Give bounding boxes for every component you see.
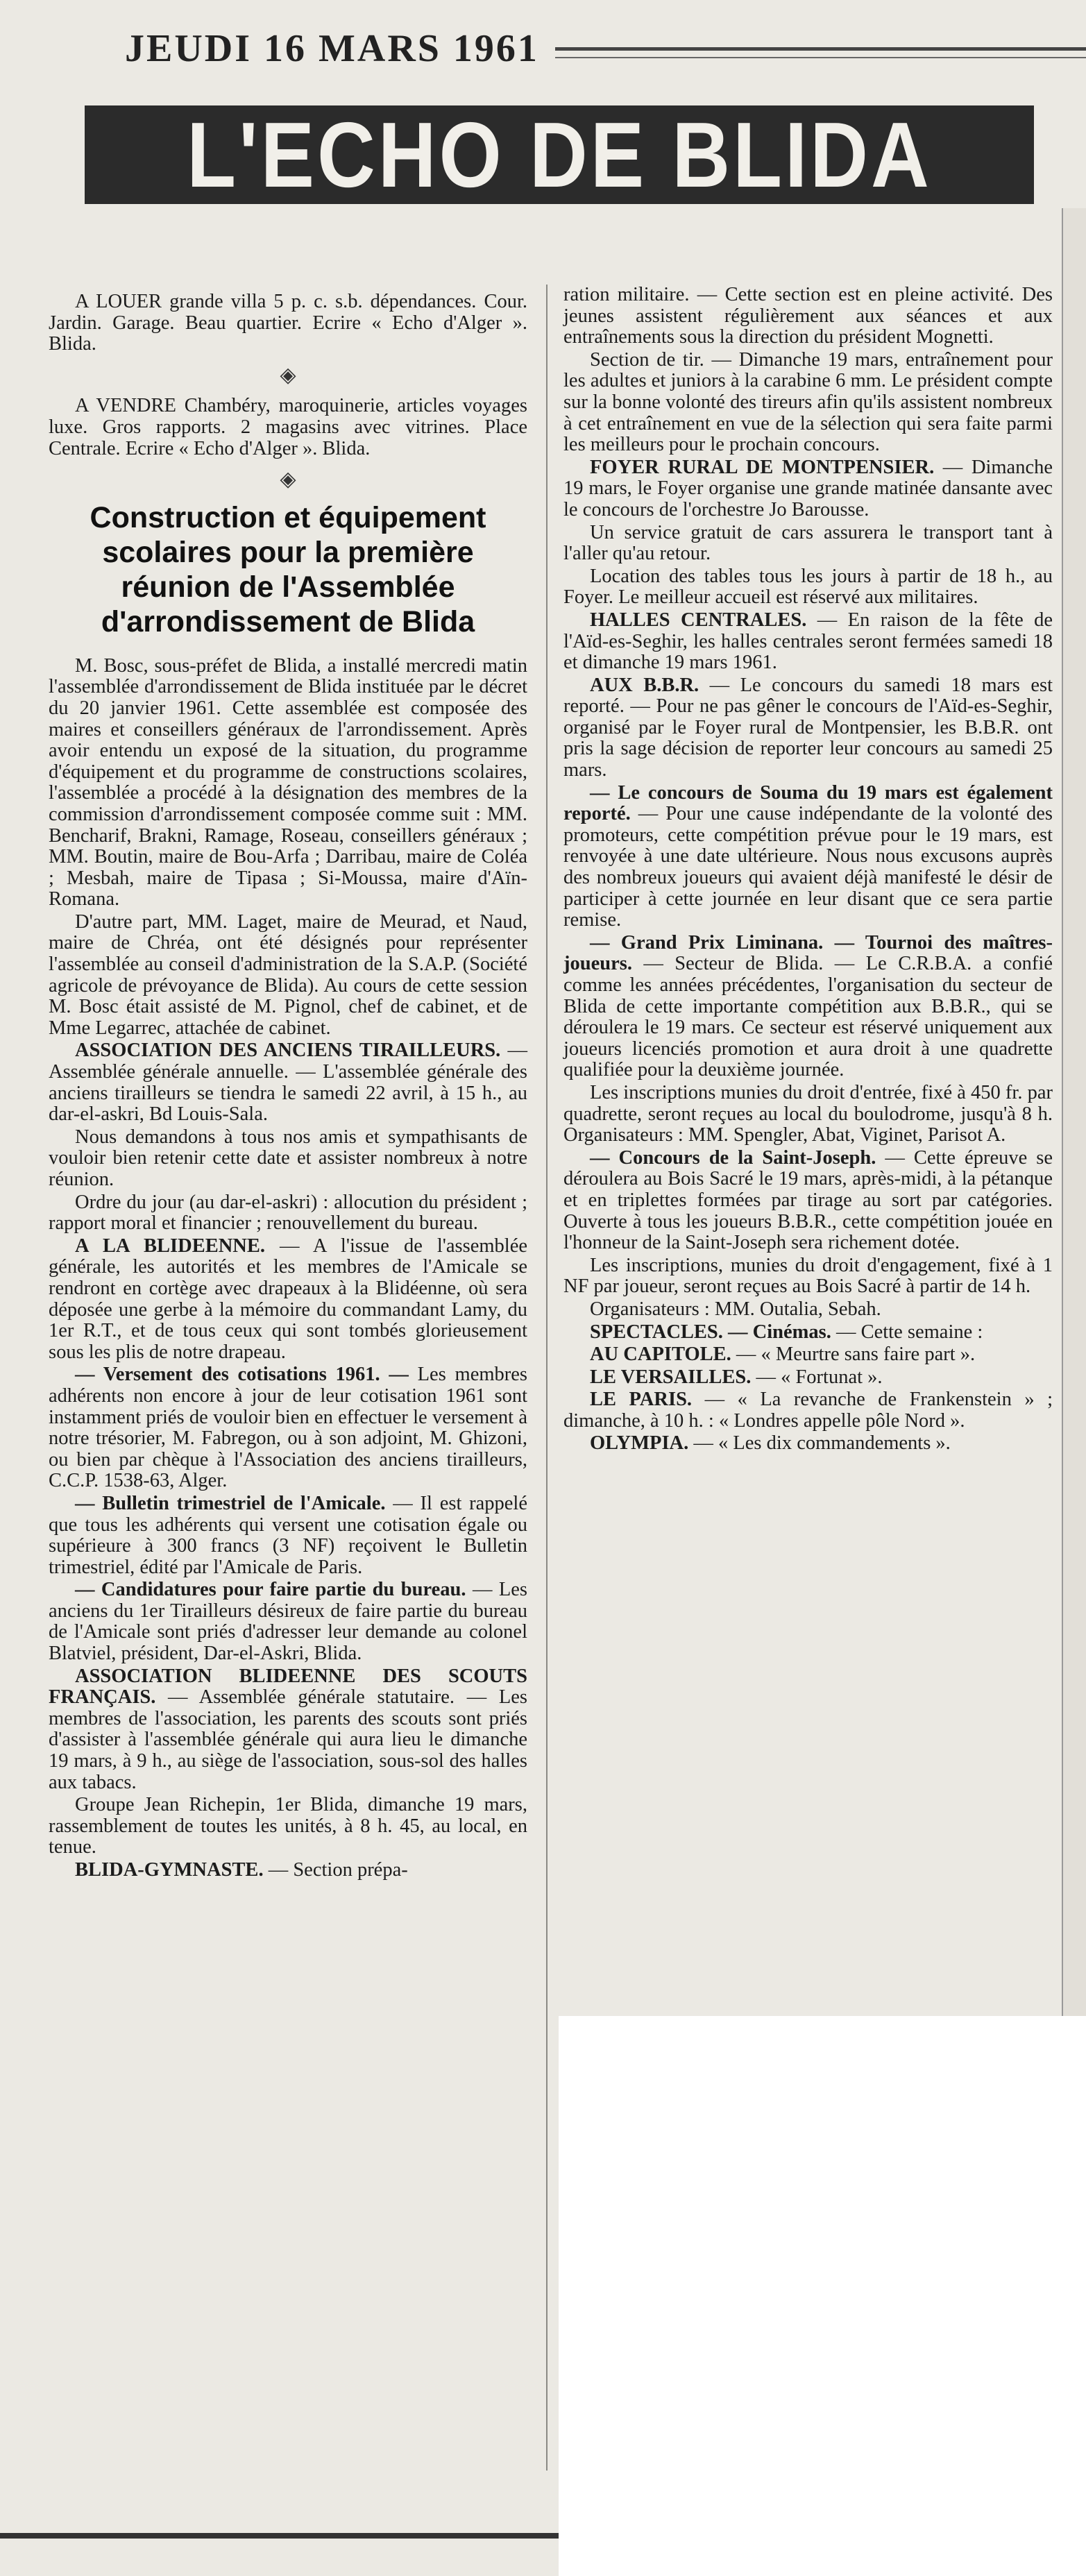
section-heading: LE VERSAILLES.: [590, 1366, 752, 1388]
section-heading: LE PARIS.: [590, 1389, 693, 1411]
article-paragraph: Les inscriptions munies du droit d'entrée, fixé à 450 fr. par quadrette, seront reçues au local du boulodrome, jusqu'à 8 h. Organisateurs : MM. Spengler, Abat, Viginet, Parisot A.: [563, 1081, 1053, 1146]
section-heading: — Bulletin trimestriel de l'Amicale.: [75, 1492, 386, 1514]
section-heading: OLYMPIA.: [590, 1432, 689, 1455]
article-paragraph: OLYMPIA. — « Les dix commandements ».: [590, 1432, 951, 1455]
article-paragraph: SPECTACLES. — Cinémas. — Cette semaine :: [590, 1321, 983, 1343]
section-heading: ASSOCIATION DES ANCIENS TIRAILLEURS.: [75, 1040, 501, 1062]
masthead-banner: [85, 103, 1034, 207]
article-paragraph: LE PARIS. — « La revanche de Frankenstein » ; dimanche, à 10 h. : « Londres appelle pôle Nord ».: [563, 1389, 1053, 1432]
classified-ad: A LOUER grande villa 5 p. c. s.b. dépendances. Cour. Jardin. Garage. Beau quartier. Ecrire « Echo d'Alger ». Blida.: [49, 291, 527, 355]
article-paragraph: M. Bosc, sous-préfet de Blida, a installé mercredi matin l'assemblée d'arrondissement de Blida instituée par le décret du 20 janvier 1961. Cette assemblée est composée des maires et conseillers généraux de l'arrondissement. Après avoir entendu un exposé de la situation, du programme d'équipement et du programme de constructions scolaires, l'assemblée a procédé à la désignation des membres de la commission d'arrondissement composée comme suit : MM. Bencharif, Brakni, Ramage, Roseau, conseillers généraux ; MM. Boutin, maire de Bou-Arfa ; Darribau, maire de Coléa ; Mesbah, maire de Tipasa ; Si-Moussa, maire d'Aïn-Romana.: [49, 654, 527, 910]
article-headline: Construction et équipement scolaires pour la première réunion de l'Assemblée d'arrondissement de Blida: [90, 500, 486, 638]
ornament-icon: ◈: [280, 468, 296, 491]
section-heading: AU CAPITOLE.: [590, 1344, 731, 1366]
section-heading: — Le concours de Souma du 19 mars est également reporté.: [563, 781, 1053, 825]
article-paragraph: — Concours de la Saint-Joseph. — Cette épreuve se déroulera au Bois Sacré le 19 mars, après-midi, à la pétanque et en triplettes formées par tirage au sort par catégories. Ouverte à tous les joueurs B.B.R., cette compétition jouée en l'honneur de la Saint-Joseph sera richement dotée.: [563, 1146, 1053, 1254]
article-paragraph: — Bulletin trimestriel de l'Amicale. — Il est rappelé que tous les adhérents qui versent une cotisation égale ou supérieure à 300 francs (3 NF) reçoivent le Bulletin trimestriel, édité par l'Amicale de Paris.: [49, 1492, 527, 1578]
article-paragraph: Groupe Jean Richepin, 1er Blida, dimanche 19 mars, rassemblement de toutes les unités, à 8 h. 45, au local, en tenue.: [49, 1794, 527, 1858]
cropped-blank-area: [559, 2016, 1086, 2576]
article-paragraph: — Versement des cotisations 1961. — Les membres adhérents non encore à jour de leur cotisation 1961 sont instamment priés de vouloir bien en effectuer le versement à notre trésorier, M. Fabregon, ou à son adjoint, M. Ghizoni, ou bien par chèque à l'Association des anciens tirailleurs, C.C.P. 1538-63, Alger.: [49, 1364, 527, 1492]
article-paragraph: Organisateurs : MM. Outalia, Sebah.: [590, 1298, 881, 1320]
section-heading: — Concours de la Saint-Joseph.: [590, 1146, 876, 1169]
section-heading: SPECTACLES. — Cinémas.: [590, 1321, 831, 1343]
section-heading: AUX B.B.R.: [590, 674, 699, 696]
bottom-rule: [0, 2533, 559, 2539]
section-heading: BLIDA-GYMNASTE.: [75, 1859, 264, 1881]
classified-ad: A VENDRE Chambéry, maroquinerie, articles voyages luxe. Gros rapports. 2 magasins avec vitrines. Place Centrale. Ecrire « Echo d'Alger ». Blida.: [49, 395, 527, 459]
article-paragraph: Un service gratuit de cars assurera le transport tant à l'aller qu'au retour.: [563, 521, 1053, 565]
article-paragraph: BLIDA-GYMNASTE. — Section prépa-: [75, 1859, 408, 1881]
article-paragraph: — Grand Prix Liminana. — Tournoi des maîtres-joueurs. — Secteur de Blida. — Le C.R.B.A. a confié comme les années précédentes, l'organisation du secteur de Blida de cette importante compétition aux B.B.R., qui se déroulera le 19 mars. Ce secteur est réservé uniquement aux joueurs licenciés promotion et aura droit à une quadrette qualifiée pour la deuxième journée.: [563, 931, 1053, 1081]
article-paragraph: — Le concours de Souma du 19 mars est également reporté. — Pour une cause indépendante de la volonté des promoteurs, cette compétition prévue pour le 19 mars, est renvoyée à une date ultérieure. Nous nous excusons auprès des nombreux joueurs qui avaient déjà manifesté le désir de participer à cette journée en leur disant que ce sera partie remise.: [563, 781, 1053, 931]
column-divider: [546, 285, 548, 2471]
header-rule-thin: [555, 57, 1086, 58]
section-heading: ASSOCIATION BLIDEENNE DES SCOUTS FRANÇAIS.: [49, 1665, 527, 1709]
article-paragraph: D'autre part, MM. Laget, maire de Meurad, et Naud, maire de Chréa, ont été désignés pour représenter l'assemblée au conseil d'administration de la S.A.P. (Société agricole de prévoyance de Blida). Au cours de cette session M. Bosc était assisté de M. Pignol, chef de cabinet, et de Mme Legarrec, attachée de cabinet.: [49, 910, 527, 1039]
dateline: JEUDI 16 MARS 1961: [125, 27, 539, 70]
article-paragraph: ASSOCIATION BLIDEENNE DES SCOUTS FRANÇAIS. — Assemblée générale statutaire. — Les membres de l'association, les parents des scouts sont priés d'assister à l'assemblée générale qui aura lieu le dimanche 19 mars, à 9 h., au siège de l'association, sous-sol des halles aux tabacs.: [49, 1665, 528, 1793]
article-paragraph: Nous demandons à tous nos amis et sympathisants de vouloir bien retenir cette date et assister nombreux à notre réunion.: [49, 1126, 527, 1190]
article-paragraph: AU CAPITOLE. — « Meurtre sans faire part ».: [590, 1344, 976, 1366]
section-heading: — Candidatures pour faire partie du bureau.: [75, 1579, 466, 1601]
header-rule: [555, 47, 1086, 51]
column-left: [49, 291, 527, 1883]
article-paragraph: Les inscriptions, munies du droit d'engagement, fixé à 1 NF par joueur, seront reçues au Bois Sacré à partir de 14 h.: [563, 1254, 1053, 1298]
section-heading: — Versement des cotisations 1961. —: [75, 1364, 409, 1386]
section-heading: FOYER RURAL DE MONTPENSIER.: [590, 456, 935, 478]
article-paragraph: Section de tir. — Dimanche 19 mars, entraînement pour les adultes et juniors à la carabine 6 mm. Le président compte sur la bonne volonté des tireurs afin qu'ils assistent nombreux à cet entraînement en vue de la sélection qui sera faite parmi les meilleurs pour le prochain concours.: [563, 348, 1053, 456]
section-heading: A LA BLIDEENNE.: [75, 1235, 266, 1257]
section-heading: HALLES CENTRALES.: [590, 609, 807, 631]
masthead-title: L'ECHO DE BLIDA: [187, 103, 932, 207]
article-paragraph: FOYER RURAL DE MONTPENSIER. — Dimanche 19 mars, le Foyer organise une grande matinée dansante avec le concours de l'orchestre Jo Barousse.: [563, 456, 1053, 520]
article-paragraph: AUX B.B.R. — Le concours du samedi 18 mars est reporté. — Pour ne pas gêner le concours de l'Aïd-es-Seghir, organisé par le Foyer rural de Montpensier, les B.B.R. ont pris la sage décision de reporter leur concours au samedi 25 mars.: [563, 674, 1053, 781]
article-paragraph: HALLES CENTRALES. — En raison de la fête de l'Aïd-es-Seghir, les halles centrales seront fermées samedi 18 et dimanche 19 mars 1961.: [563, 609, 1053, 674]
article-paragraph: A LA BLIDEENNE. — A l'issue de l'assemblée générale, les autorités et les membres de l'Amicale se rendront en cortège avec drapeaux à la Blidéenne, où sera déposée une gerbe à la mémoire du commandant Lamy, du 1er R.T., et de tous ceux qui sont tombés glorieusement sous les plis de notre drapeau.: [49, 1235, 527, 1363]
article-paragraph: Location des tables tous les jours à partir de 18 h., au Foyer. Le meilleur accueil est réservé aux militaires.: [563, 565, 1053, 609]
article-paragraph: LE VERSAILLES. — « Fortunat ».: [590, 1366, 883, 1388]
section-heading: — Grand Prix Liminana. — Tournoi des maîtres-joueurs.: [563, 931, 1053, 975]
article-paragraph: ration militaire. — Cette section est en pleine activité. Des jeunes assistent régulièrement aux séances et aux entraînements sous la direction du président Mognetti.: [563, 284, 1053, 348]
ornament-icon: ◈: [280, 363, 296, 387]
article-paragraph: — Candidatures pour faire partie du bureau. — Les anciens du 1er Tirailleurs désireux de faire partie du bureau de l'Amicale sont priés d'adresser leur demande au colonel Blatviel, président, Dar-el-Askri, Blida.: [49, 1579, 528, 1665]
article-paragraph: ASSOCIATION DES ANCIENS TIRAILLEURS. — Assemblée générale annuelle. — L'assemblée générale des anciens tirailleurs se tiendra le samedi 22 avril, à 15 h., au dar-el-askri, Bd Louis-Sala.: [49, 1040, 527, 1126]
article-paragraph: Ordre du jour (au dar-el-askri) : allocution du président ; rapport moral et financier ; renouvellement du bureau.: [49, 1191, 527, 1235]
column-middle: [563, 285, 1053, 1456]
